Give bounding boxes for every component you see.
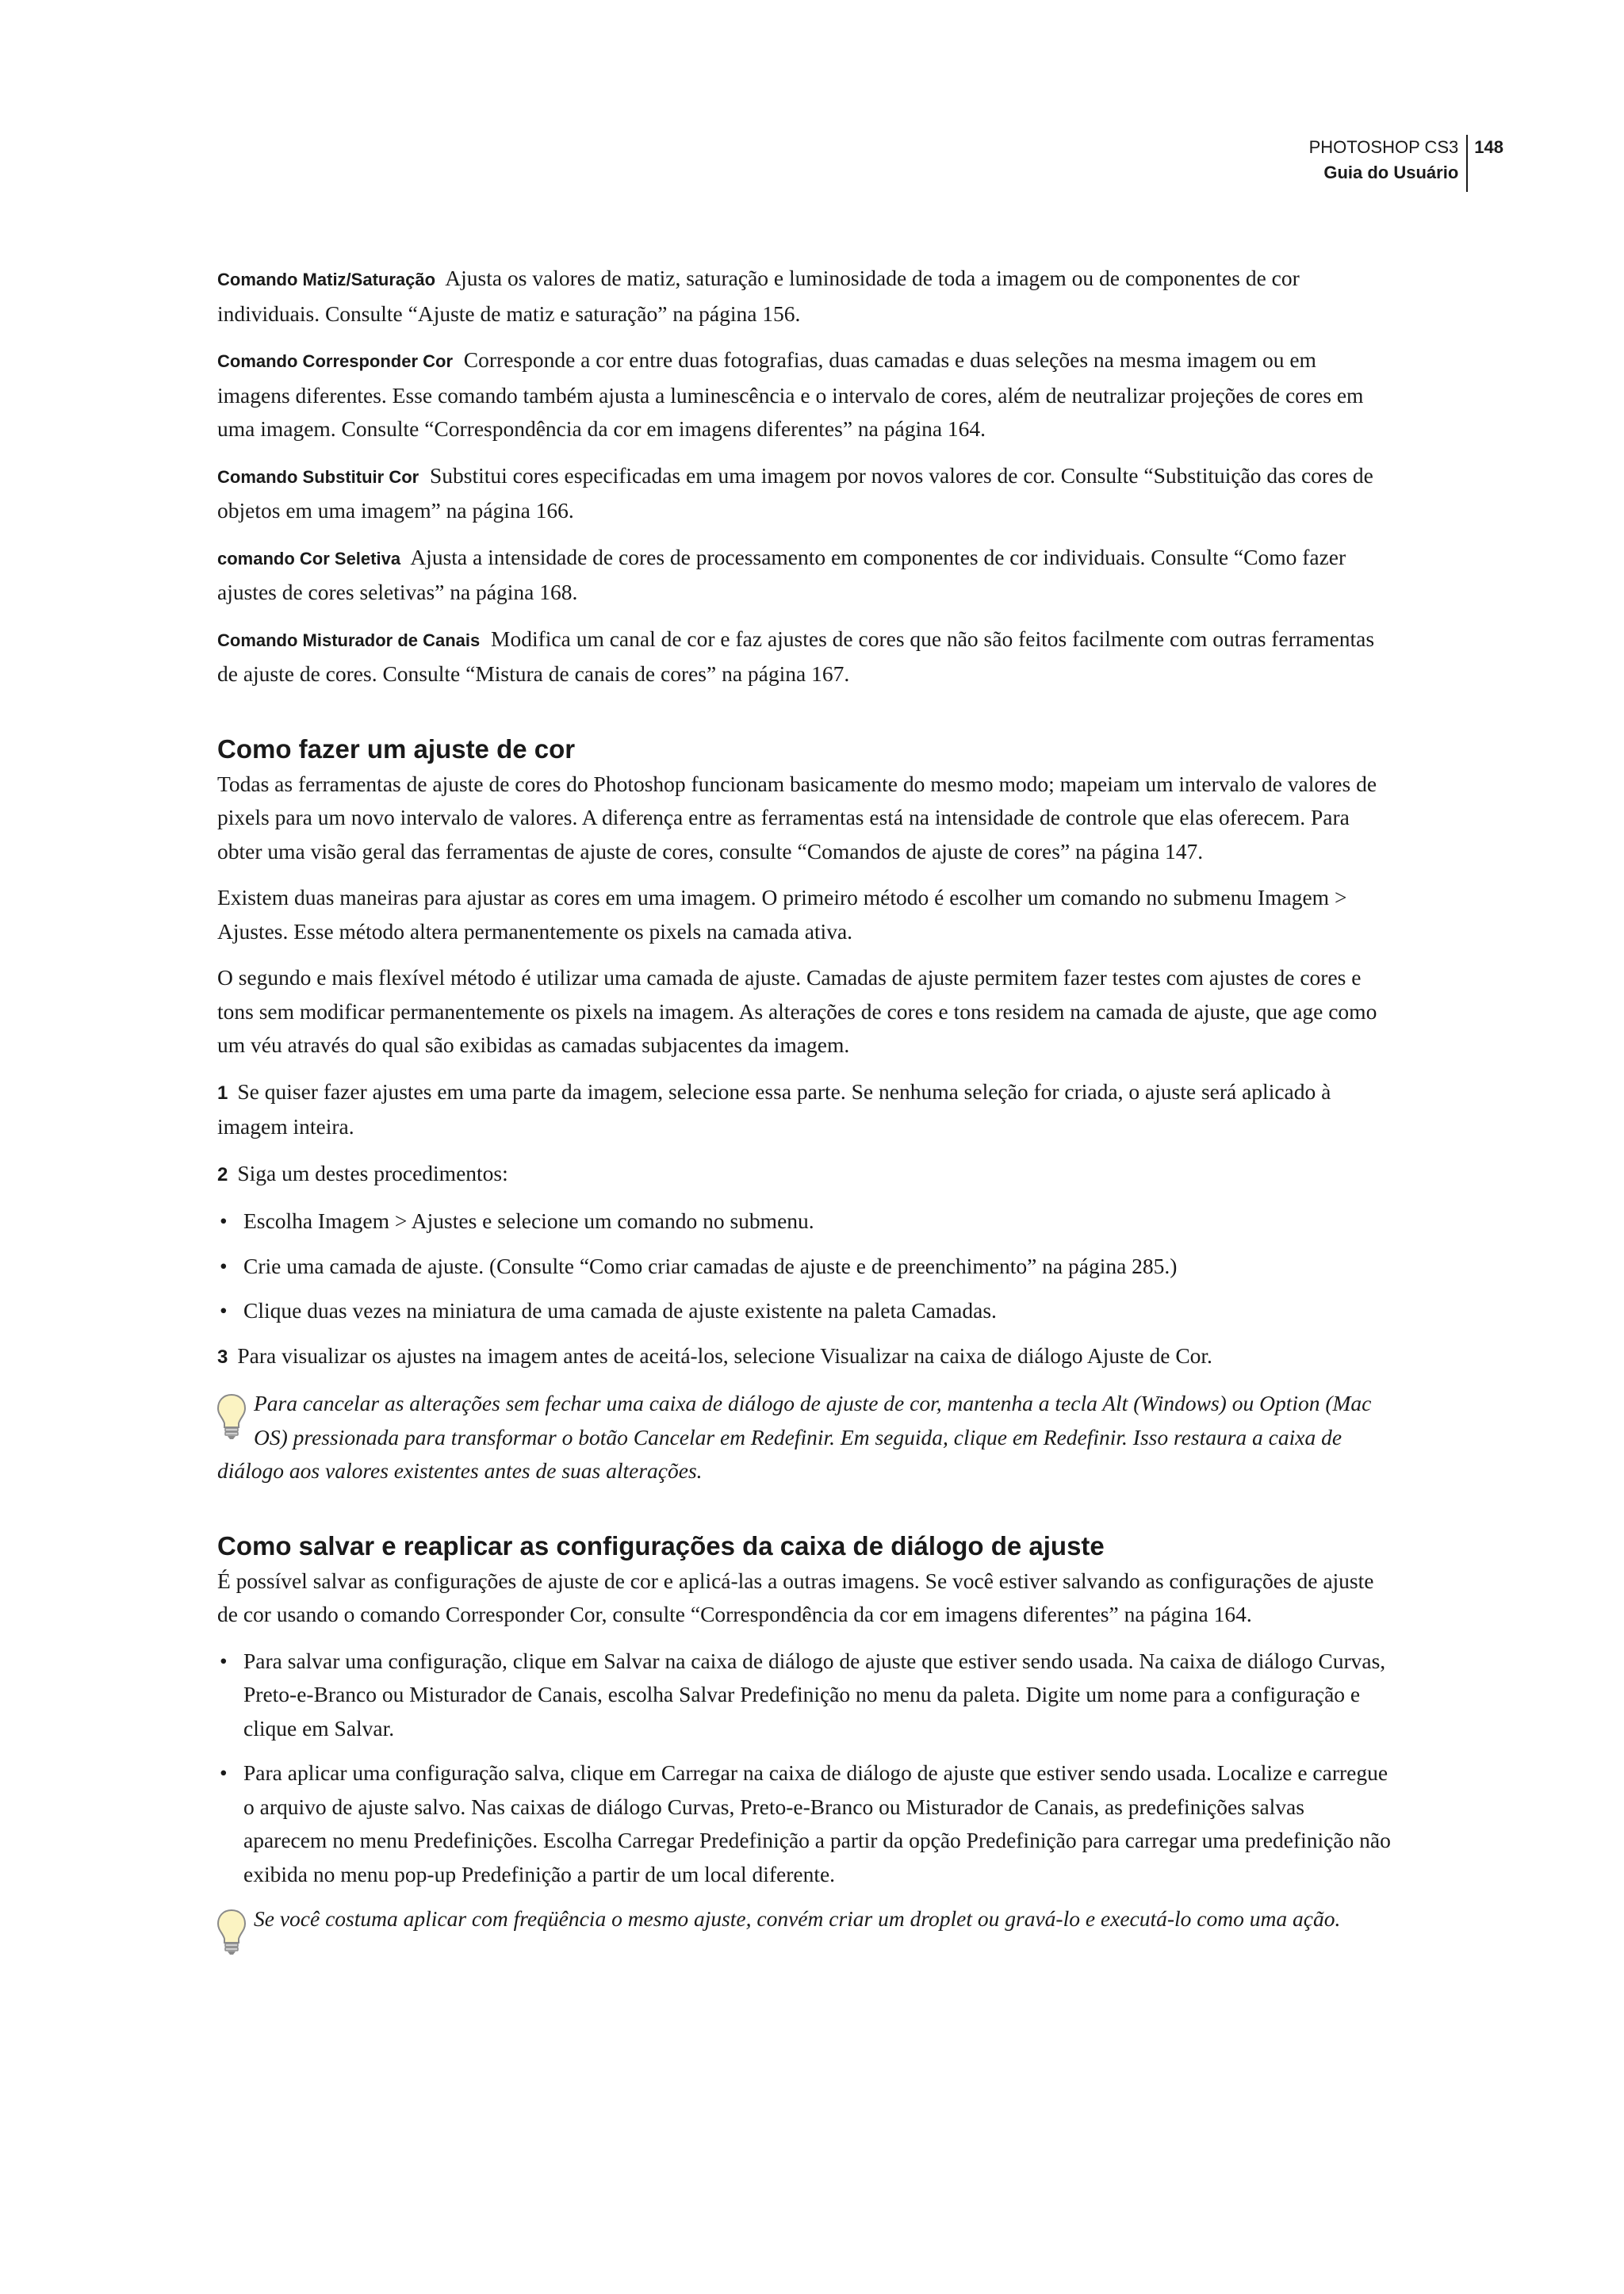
bullet-symbol: • bbox=[220, 1208, 228, 1233]
body-paragraph: É possível salvar as configurações de ajuste de cor e aplicá-las a outras imagens. Se você estiver salvando as configurações de ajuste de cor usando o comando Corresponder Cor, consulte “Correspondência da cor em imagens diferentes” na página 164. bbox=[217, 1568, 1374, 1626]
list-item bbox=[217, 1294, 1391, 1328]
tip-text: Para cancelar as alterações sem fechar uma caixa de diálogo de ajuste de cor, mantenha a tecla Alt (Windows) ou Option (Mac OS) pressionada para transformar o botão Cancelar em Redefinir. Em seguida, clique em Redefinir. Isso restaura a caixa de diálogo aos valores existentes antes de suas alterações. bbox=[217, 1391, 1372, 1483]
bullet-symbol: • bbox=[220, 1648, 228, 1673]
definition-term: Comando Matiz/Saturação bbox=[217, 270, 436, 289]
definition-paragraph bbox=[217, 541, 1391, 610]
lightbulb-icon bbox=[214, 1392, 249, 1441]
header-guide: Guia do Usuário bbox=[1323, 163, 1459, 182]
list-item bbox=[217, 1756, 1391, 1891]
definition-text: Substitui cores especificadas em uma imagem por novos valores de cor. Consulte “Substituição das cores de objetos em uma imagem” na página 166. bbox=[217, 462, 1373, 523]
tip-note bbox=[217, 1902, 1391, 1936]
tip-note bbox=[217, 1387, 1391, 1488]
bullet-list bbox=[217, 1645, 1391, 1892]
section-heading: Como fazer um ajuste de cor bbox=[217, 733, 576, 764]
bullet-symbol: • bbox=[220, 1760, 228, 1785]
page-number: 148 bbox=[1474, 137, 1503, 157]
list-item bbox=[217, 1250, 1391, 1284]
list-item bbox=[217, 1204, 1391, 1239]
list-item-text: Clique duas vezes na miniatura de uma camada de ajuste existente na paleta Camadas. bbox=[243, 1298, 997, 1323]
step-number: 3 bbox=[217, 1346, 228, 1368]
list-item-text: Para salvar uma configuração, clique em Salvar na caixa de diálogo de ajuste que estiver sendo usada. Na caixa de diálogo Curvas, Preto-e-Branco ou Misturador de Canais, escolha Salvar Predefinição no menu da paleta. Digite um nome para a configuração e clique em Salvar. bbox=[243, 1648, 1386, 1741]
definition-text: Ajusta a intensidade de cores de processamento em componentes de cor individuais. Consulte “Como fazer ajustes de cores seletivas” na página 168. bbox=[217, 544, 1346, 604]
step-text: Para visualizar os ajustes na imagem antes de aceitá-los, selecione Visualizar na caixa de diálogo Ajuste de Cor. bbox=[237, 1342, 1212, 1368]
section-heading: Como salvar e reaplicar as configurações da caixa de diálogo de ajuste bbox=[217, 1530, 1105, 1561]
step bbox=[217, 1075, 1391, 1144]
list-item bbox=[217, 1645, 1391, 1746]
definition-paragraph bbox=[217, 343, 1391, 446]
step-text: Siga um destes procedimentos: bbox=[237, 1160, 508, 1185]
header-product: PHOTOSHOP CS3 bbox=[1308, 137, 1459, 157]
tip-text: Se você costuma aplicar com freqüência o mesmo ajuste, convém criar um droplet ou gravá-lo e executá-lo como uma ação. bbox=[254, 1906, 1341, 1931]
bullet-symbol: • bbox=[220, 1298, 228, 1323]
list-item-text: Crie uma camada de ajuste. (Consulte “Como criar camadas de ajuste e de preenchimento” na página 285.) bbox=[243, 1253, 1178, 1278]
body-paragraph: O segundo e mais flexível método é utilizar uma camada de ajuste. Camadas de ajuste permitem fazer testes com ajustes de cores e tons sem modificar permanentemente os pixels na imagem. As alterações de cores e tons residem na camada de ajuste, que age como um véu através do qual são exibidas as camadas subjacentes da imagem. bbox=[217, 965, 1377, 1057]
step bbox=[217, 1157, 1391, 1193]
running-header bbox=[1309, 135, 1503, 192]
definition-paragraph bbox=[217, 262, 1391, 331]
lightbulb-icon bbox=[214, 1907, 249, 1956]
body-paragraph: Todas as ferramentas de ajuste de cores do Photoshop funcionam basicamente do mesmo modo; mapeiam um intervalo de valores de pixels para um novo intervalo de valores. A diferença entre as ferramentas está na intensidade de controle que elas oferecem. Para obter uma visão geral das ferramentas de ajuste de cores, consulte “Comandos de ajuste de cores” na página 147. bbox=[217, 771, 1377, 864]
step-number: 2 bbox=[217, 1163, 228, 1185]
definition-paragraph bbox=[217, 459, 1391, 528]
step-number: 1 bbox=[217, 1082, 228, 1104]
definition-text: Ajusta os valores de matiz, saturação e luminosidade de toda a imagem ou de componentes de cor individuais. Consulte “Ajuste de matiz e saturação” na página 156. bbox=[217, 266, 1300, 326]
bullet-symbol: • bbox=[220, 1253, 228, 1278]
body-paragraph: Existem duas maneiras para ajustar as cores em uma imagem. O primeiro método é escolher um comando no submenu Imagem > Ajustes. Esse método altera permanentemente os pixels na camada ativa. bbox=[217, 885, 1347, 944]
step-text: Se quiser fazer ajustes em uma parte da imagem, selecione essa parte. Se nenhuma seleção for criada, o ajuste será aplicado à imagem inteira. bbox=[217, 1078, 1331, 1139]
definition-term: Comando Corresponder Cor bbox=[217, 351, 454, 371]
definition-text: Corresponde a cor entre duas fotografias, duas camadas e duas seleções na mesma imagem ou em imagens diferentes. Esse comando também ajusta a luminescência e o intervalo de cores, além de neutralizar projeções de cores em uma imagem. Consulte “Correspondência da cor em imagens diferentes” na página 164. bbox=[217, 347, 1364, 441]
definition-term: comando Cor Seletiva bbox=[217, 548, 401, 569]
list-item-text: Para aplicar uma configuração salva, clique em Carregar na caixa de diálogo de ajuste que estiver sendo usada. Localize e carregue o arquivo de ajuste salvo. Nas caixas de diálogo Curvas, Preto-e-Branco ou Misturador de Canais, as predefinições salvas aparecem no menu Predefinições. Escolha Carregar Predefinição a partir da opção Predefinição para carregar uma predefinição não exibida no menu pop-up Predefinição a partir de um local diferente. bbox=[243, 1760, 1391, 1886]
definition-term: Comando Substituir Cor bbox=[217, 466, 419, 487]
step bbox=[217, 1339, 1391, 1375]
definition-paragraph bbox=[217, 622, 1391, 691]
header-text bbox=[1309, 135, 1467, 192]
definition-term: Comando Misturador de Canais bbox=[217, 630, 481, 650]
bullet-list bbox=[217, 1204, 1391, 1328]
list-item-text: Escolha Imagem > Ajustes e selecione um comando no submenu. bbox=[243, 1208, 814, 1233]
page-content bbox=[217, 262, 1391, 1956]
definition-text: Modifica um canal de cor e faz ajustes de cores que não são feitos facilmente com outras ferramentas de ajuste de cores. Consulte “Mistura de canais de cores” na página 167. bbox=[217, 626, 1375, 686]
